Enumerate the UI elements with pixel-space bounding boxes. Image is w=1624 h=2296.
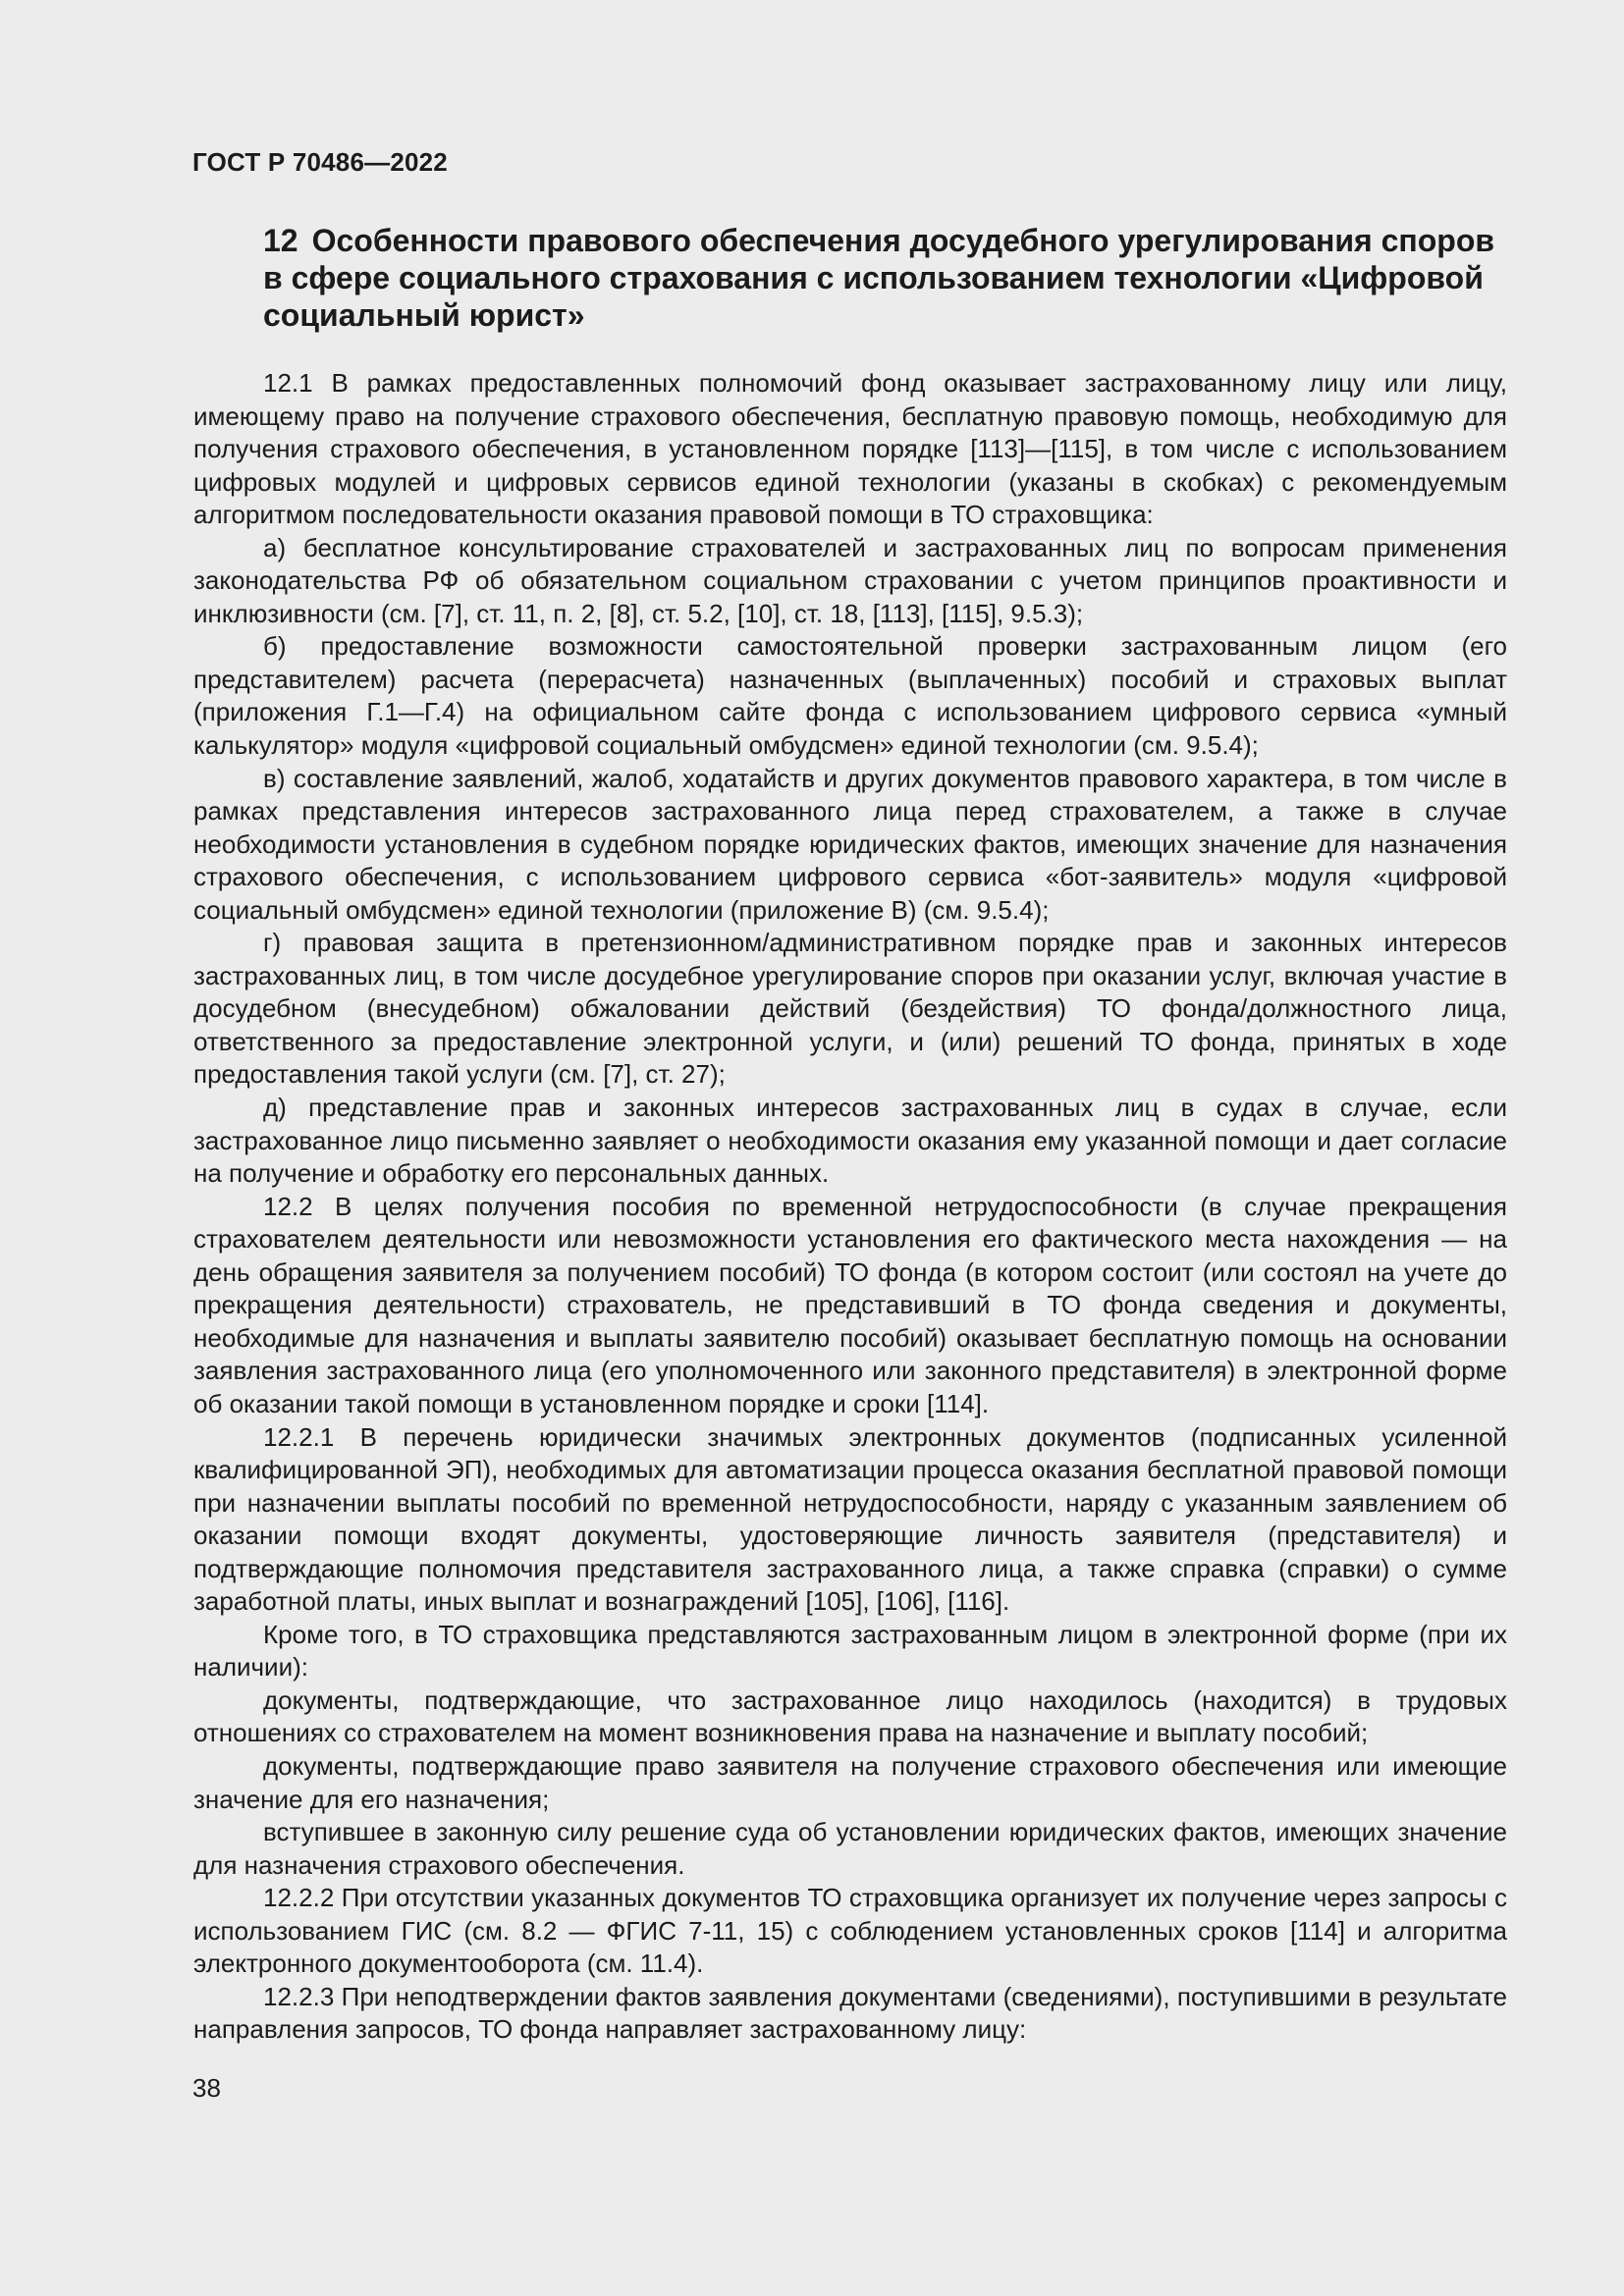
section-title bbox=[263, 222, 1520, 334]
list-item-v: в) составление заявлений, жалоб, ходатайств и других документов правового характера, в том числе в рамках представления интересов застрахованного лица перед страхователем, а также в случае необходимости установления в судебном порядке юридических фактов, имеющих значение для назначения страхового обеспечения, с использованием цифрового сервиса «бот-заявитель» модуля «цифровой социальный омбудсмен» единой технологии (приложение В) (см. 9.5.4); bbox=[193, 763, 1507, 925]
document-list-item: документы, подтверждающие право заявителя на получение страхового обеспечения или имеющие значение для его назначения; bbox=[193, 1750, 1507, 1814]
list-item-b: б) предоставление возможности самостоятельной проверки застрахованным лицом (его представителем) расчета (перерасчета) назначенных (выплаченных) пособий и страховых выплат (приложения Г.1—Г.4) на официальном сайте фонда с использованием цифрового сервиса «умный калькулятор» модуля «цифровой социальный омбудсмен» единой технологии (см. 9.5.4); bbox=[193, 631, 1507, 761]
document-body bbox=[193, 367, 1507, 2047]
list-item-d: д) представление прав и законных интересов застрахованных лиц в судах в случае, если застрахованное лицо письменно заявляет о необходимости оказания ему указанной помощи и дает согласие на получение и обработку его персональных данных. bbox=[193, 1093, 1507, 1189]
document-header: ГОСТ Р 70486—2022 bbox=[192, 147, 448, 177]
document-list-item: вступившее в законную силу решение суда об установлении юридических фактов, имеющих значение для назначения страхового обеспечения. bbox=[193, 1817, 1507, 1880]
paragraph-12-2-2: 12.2.2 При отсутствии указанных документов ТО страховщика организует их получение через запросы с использованием ГИС (см. 8.2 — ФГИС 7-11, 15) с соблюдением установленных сроков [114] и алгоритма электронного документооборота (см. 11.4). bbox=[193, 1883, 1507, 1979]
list-item-a: а) бесплатное консультирование страхователей и застрахованных лиц по вопросам применения законодательства РФ об обязательном социальном страховании с учетом принципов проактивности и инклюзивности (см. [7], ст. 11, п. 2, [8], ст. 5.2, [10], ст. 18, [113], [115], 9.5.3); bbox=[193, 532, 1507, 628]
document-list-item: документы, подтверждающие, что застрахованное лицо находилось (находится) в трудовых отношениях со страхователем на момент возникновения права на назначение и выплату пособий; bbox=[193, 1684, 1507, 1748]
section-number: 12 bbox=[263, 223, 298, 258]
paragraph-12-2: 12.2 В целях получения пособия по временной нетрудоспособности (в случае прекращения страхователем деятельности или невозможности установления его фактического места нахождения — на день обращения заявителя за получением пособий) ТО фонда (в котором состоит (или состоял на учете до прекращения деятельности) страхователь, не представивший в ТО фонда сведения и документы, необходимые для назначения и выплаты заявителю пособий) оказывает бесплатную помощь на основании заявления застрахованного лица (его уполномоченного или законного представителя) в электронной форме об оказании такой помощи в установленном порядке и сроки [114]. bbox=[193, 1191, 1507, 1418]
list-item-g: г) правовая защита в претензионном/административном порядке прав и законных интересов застрахованных лиц, в том числе досудебное урегулирование споров при оказании услуг, включая участие в досудебном (внесудебном) обжаловании действий (бездействия) ТО фонда/должностного лица, ответственного за предоставление электронной услуги, и (или) решений ТО фонда, принятых в ходе предоставления такой услуги (см. [7], ст. 27); bbox=[193, 928, 1507, 1090]
paragraph-12-1: 12.1 В рамках предоставленных полномочий фонд оказывает застрахованному лицу или лицу, имеющему право на получение страхового обеспечения, бесплатную правовую помощь, необходимую для получения страхового обеспечения, в установленном порядке [113]—[115], в том числе с использованием цифровых модулей и цифровых сервисов единой технологии (указаны в скобках) с рекомендуемым алгоритмом последовательности оказания правовой помощи в ТО страховщика: bbox=[193, 368, 1507, 530]
paragraph-12-2-1: 12.2.1 В перечень юридически значимых электронных документов (подписанных усиленной квалифицированной ЭП), необходимых для автоматизации процесса оказания бесплатной правовой помощи при назначении выплаты пособий по временной нетрудоспособности, наряду с указанным заявлением об оказании помощи входят документы, удостоверяющие личность заявителя (представителя) и подтверждающие полномочия представителя застрахованного лица, а также справка (справки) о сумме заработной платы, иных выплат и вознаграждений [105], [106], [116]. bbox=[193, 1421, 1507, 1617]
section-title-text: Особенности правового обеспечения досудебного урегулирования споров в сфере социального страхования с использованием технологии «Цифровой социальный юрист» bbox=[263, 223, 1495, 333]
paragraph-12-2-3: 12.2.3 При неподтверждении фактов заявления документами (сведениями), поступившими в результате направления запросов, ТО фонда направляет застрахованному лицу: bbox=[193, 1981, 1507, 2045]
paragraph-additional: Кроме того, в ТО страховщика представляются застрахованным лицом в электронной форме (при их наличии): bbox=[193, 1619, 1507, 1682]
page-number: 38 bbox=[192, 2073, 221, 2103]
